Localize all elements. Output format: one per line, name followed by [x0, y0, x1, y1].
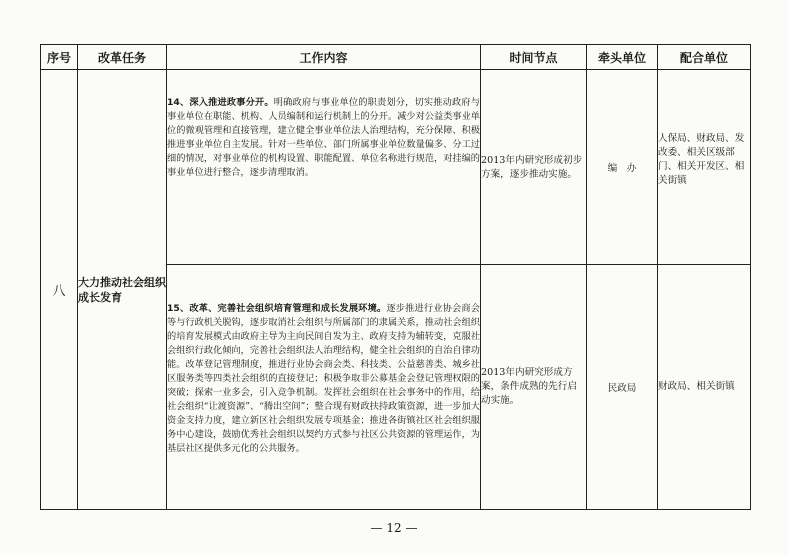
content-cell — [167, 70, 481, 265]
header-time: 时间节点 — [481, 45, 587, 70]
seq-cell: 八 — [41, 70, 78, 510]
table-row — [41, 70, 751, 265]
header-task: 改革任务 — [78, 45, 167, 70]
content-cell — [167, 265, 481, 510]
reform-table — [40, 44, 751, 510]
page-number: — 12 — — [370, 521, 418, 535]
content-body: 明确政府与事业单位的职责划分，切实推动政府与事业单位在职能、机构、人员编制和运行机制上的分开。减少对公益类事业单位的微观管理和直接管理，建立健全事业单位法人治理结构，充分保障、积极推进事业单位自主发展。针对一些单位、部门所属事业单位数量偏多、分工过细的情况，对事业单位的机构设置、职能配置、单位名称进行规范，对挂编的事业单位进行整合，逐步清理取消。 — [167, 97, 480, 178]
lead-unit-cell: 编 办 — [587, 70, 658, 265]
coop-unit-cell: 财政局、相关街镇 — [658, 265, 751, 510]
content-lead: 15、改革、完善社会组织培育管理和成长发展环境。 — [167, 303, 387, 314]
header-content: 工作内容 — [167, 45, 481, 70]
lead-unit-cell: 民政局 — [587, 265, 658, 510]
task-cell: 大力推动社会组织成长发育 — [78, 70, 167, 510]
coop-unit-cell: 人保局、财政局、发改委、相关区级部门、相关开发区、相关街镇 — [658, 70, 751, 265]
header-lead-unit: 牵头单位 — [587, 45, 658, 70]
header-coop-unit: 配合单位 — [658, 45, 751, 70]
time-cell: 2013年内研究形成初步方案，逐步推动实施。 — [481, 70, 587, 265]
table-header-row — [41, 45, 751, 70]
content-body: 逐步推进行业协会商会等与行政机关脱钩，逐步取消社会组织与所属部门的隶属关系，推动社会组织的培育发展模式由政府主导为主向民间自发为主、政府支持为辅转变，克服社会组织行政化倾向，完善社会组织法人治理结构，健全社会组织的自治自律功能。改革登记管理制度，推进行业协会商会类、科技类、公益慈善类、城乡社区服务类等四类社会组织的直接登记；积极争取非公募基金会登记管理权限的突破；探索一业多会，引入竞争机制。发挥社会组织在社会事务中的作用，给社会组织“让渡资源”、“腾出空间”；整合现有财政扶持政策资源，进一步加大资金支持力度，建立新区社会组织发展专项基金；推进各街镇社区社会组织服务中心建设，鼓励优秀社会组织以契约方式参与社区公共资源的管理运作，为基层社区提供多元化的公共服务。 — [167, 303, 480, 454]
content-lead: 14、深入推进政事分开。 — [167, 97, 274, 108]
header-seq: 序号 — [41, 45, 78, 70]
time-cell: 2013年内研究形成方案，条件成熟的先行启动实施。 — [481, 265, 587, 510]
